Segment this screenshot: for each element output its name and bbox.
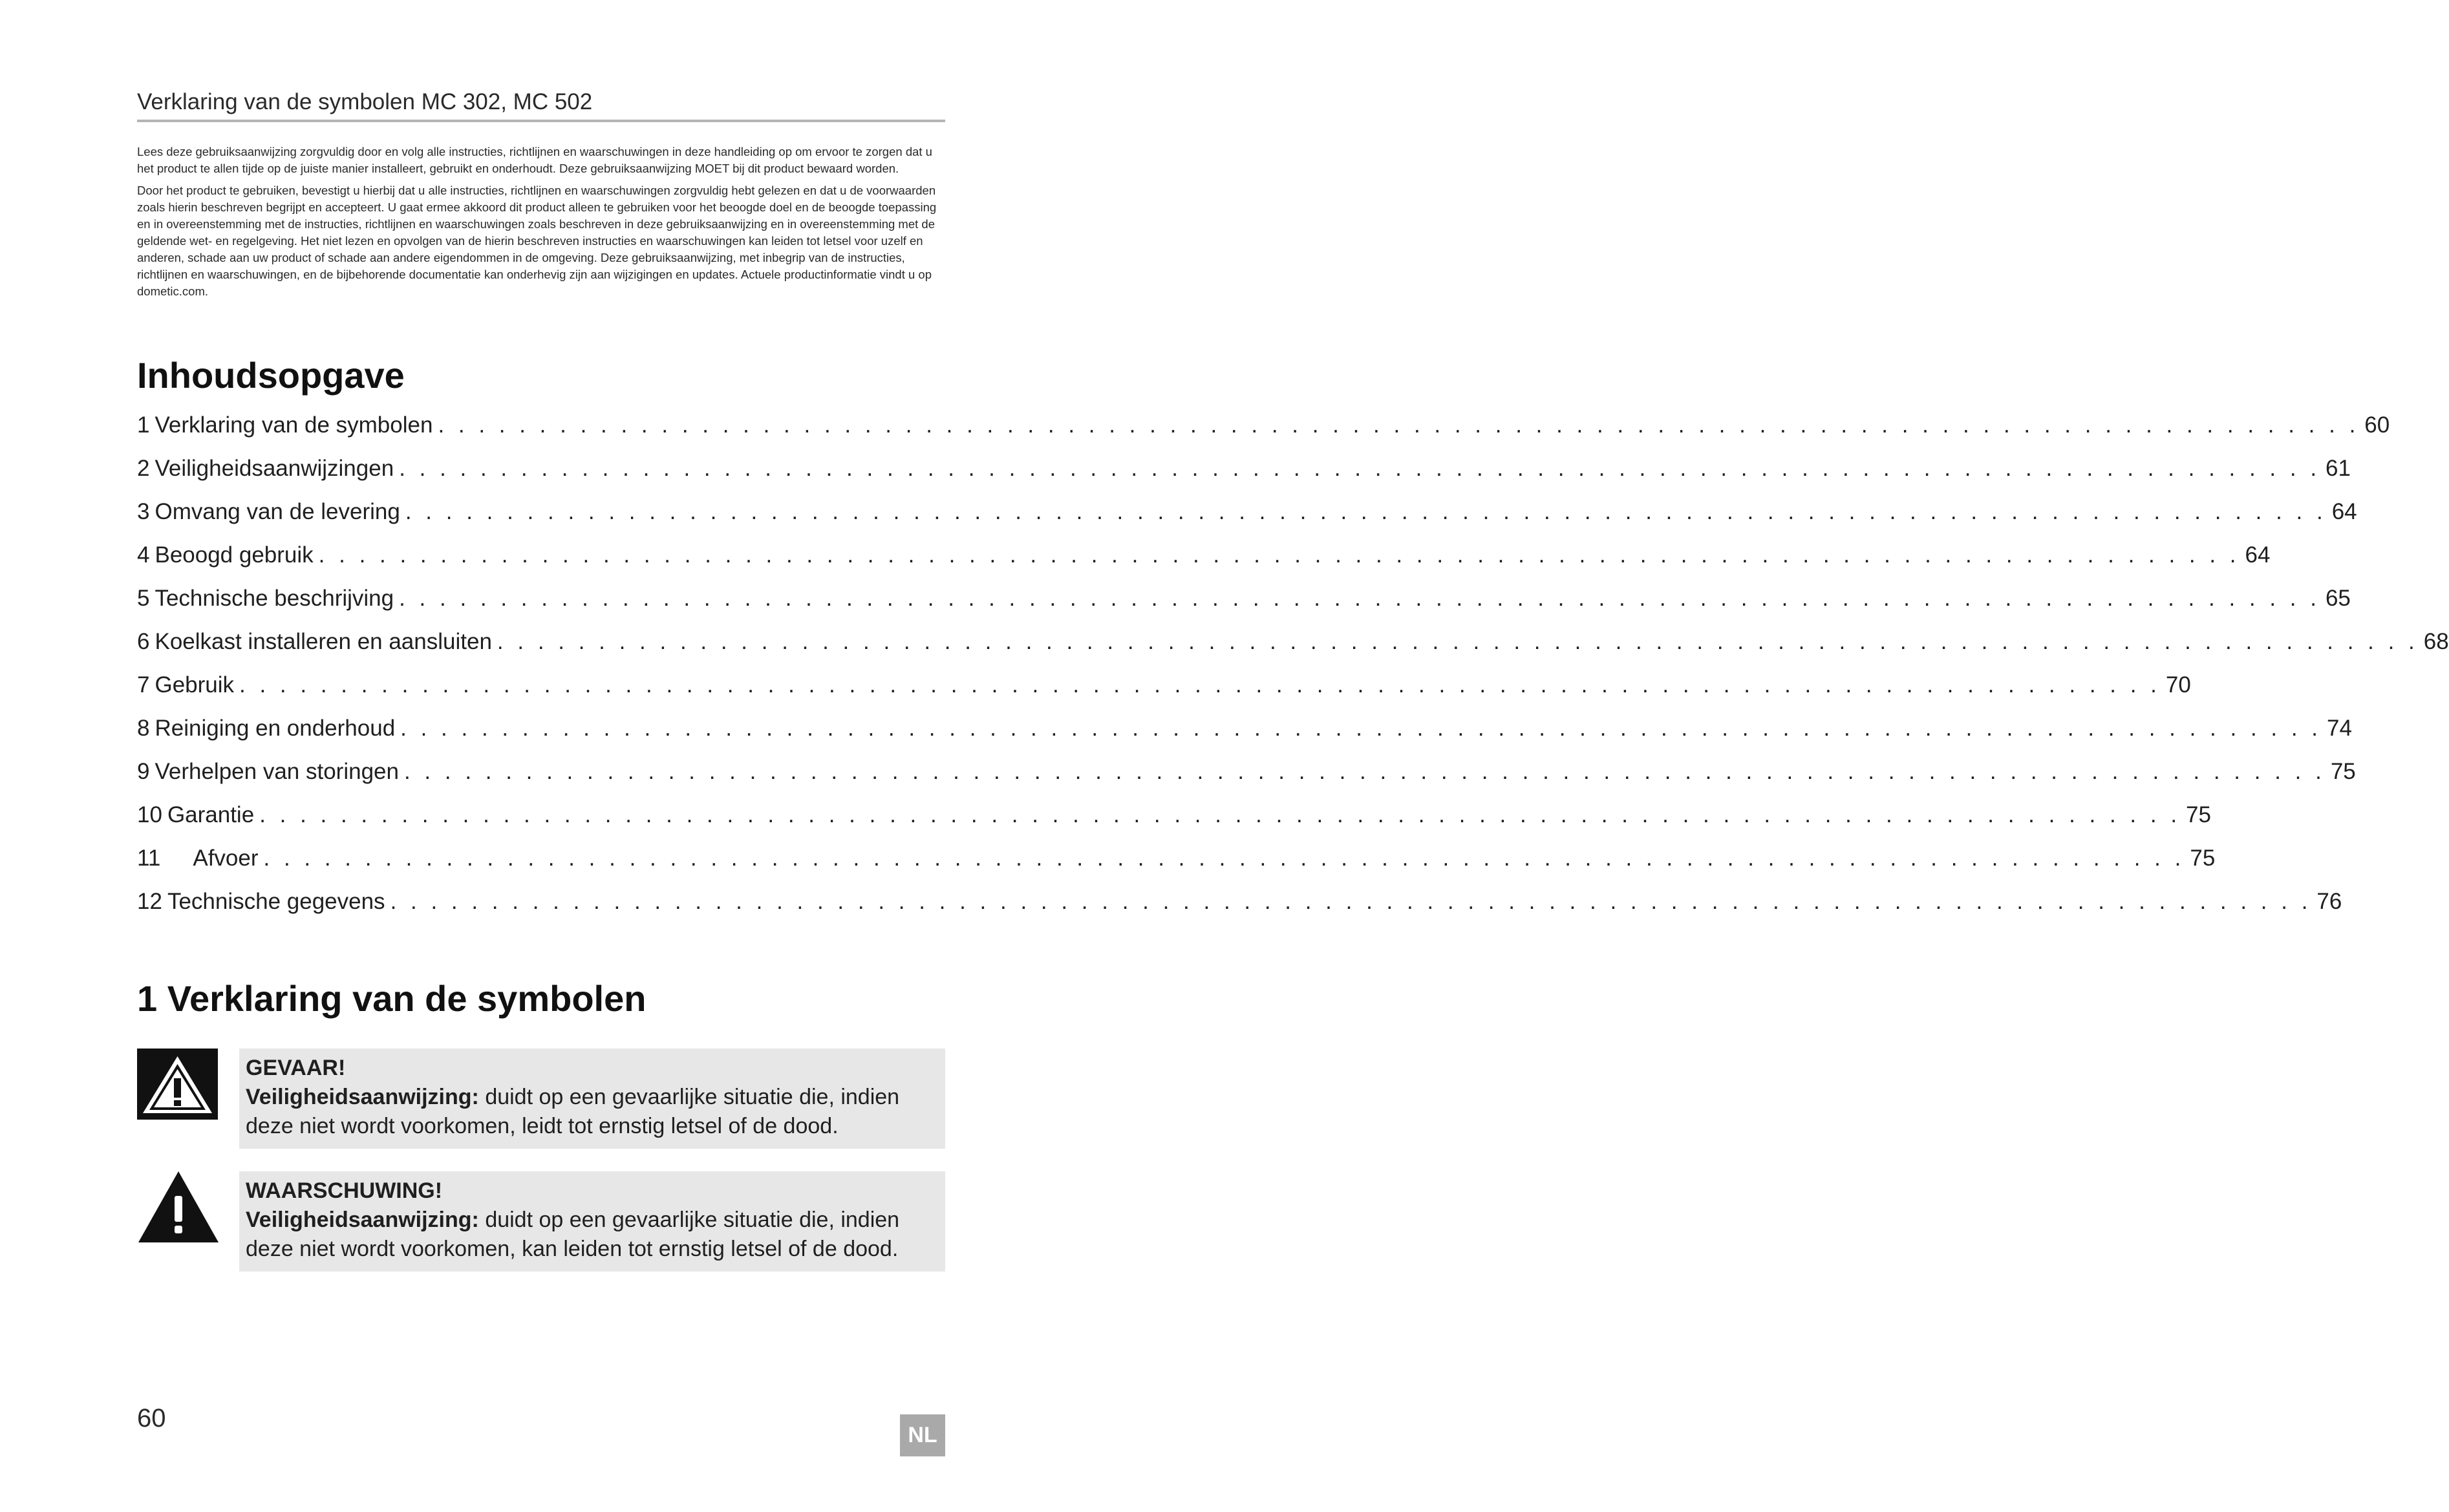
warning-notice [239,1171,945,1272]
toc-entry-title: Technische gegevens [167,889,385,914]
toc-entry-number: 10 [137,802,162,827]
toc-entry-title: Garantie [167,802,255,827]
toc-entry-number: 11 [137,846,161,871]
toc-entry-page: 64 [2331,499,2357,524]
toc-entry[interactable] [137,716,2352,748]
toc-leader-dots: . . . . . . . . . . . . . . . . . . . . . . . . . . . . . . . . . . . . . . . . . . . . . . . . . . . . . . . . . . . . . . . . . . . . . . . . . . . . . . . . . . . . . . . . . . . . . . . [403,759,2326,784]
language-badge: NL [900,1414,945,1456]
toc-entry[interactable] [137,586,2351,618]
toc-leader-dots: . . . . . . . . . . . . . . . . . . . . . . . . . . . . . . . . . . . . . . . . . . . . . . . . . . . . . . . . . . . . . . . . . . . . . . . . . . . . . . . . . . . . . . . . . . . . . . . [405,499,2327,524]
header-divider [137,120,945,122]
toc-heading: Inhoudsopgave [137,355,405,396]
intro-text [137,144,945,305]
toc-entry-title: Reiniging en onderhoud [155,716,396,741]
toc-entry-title: Verklaring van de symbolen [155,412,433,438]
notice-text: duidt op een gevaarlijke situatie die, indien deze niet wordt voorkomen, kan leiden tot ernstig letsel of de dood. [246,1208,900,1261]
toc-leader-dots: . . . . . . . . . . . . . . . . . . . . . . . . . . . . . . . . . . . . . . . . . . . . . . . . . . . . . . . . . . . . . . . . . . . . . . . . . . . . . . . . . . . . . . . . . . . . . . . [263,846,2185,871]
toc-entry-number: 8 [137,716,150,741]
toc-entry-title: Omvang van de levering [155,499,400,524]
toc-entry-number: 4 [137,542,150,568]
toc-entry-title: Beoogd gebruik [155,542,314,568]
toc-entry[interactable] [137,542,2271,575]
toc-entry-page: 75 [2330,759,2356,784]
toc-entry-page: 61 [2326,456,2351,481]
danger-notice [239,1049,945,1149]
toc-entry-page: 65 [2325,586,2351,611]
running-header-title: Verklaring van de symbolen MC 302, MC 502 [137,89,593,114]
notice-label: WAARSCHUWING! [246,1178,443,1203]
toc-entry-page: 75 [2186,802,2211,827]
toc-entry-page: 76 [2316,889,2342,914]
toc-entry[interactable] [137,412,2390,445]
toc-entry-title: Gebruik [155,672,235,697]
toc-entry-number: 5 [137,586,150,611]
toc-entry[interactable] [137,672,2191,705]
toc-entry[interactable] [137,846,2216,878]
page-number: 60 [137,1404,166,1432]
toc-entry-title: Koelkast installeren en aansluiten [155,629,492,654]
toc-entry-number: 3 [137,499,150,524]
toc-leader-dots: . . . . . . . . . . . . . . . . . . . . . . . . . . . . . . . . . . . . . . . . . . . . . . . . . . . . . . . . . . . . . . . . . . . . . . . . . . . . . . . . . . . . . . . . . . . . . . . [239,672,2161,697]
toc-entry-number: 6 [137,629,150,654]
toc-leader-dots: . . . . . . . . . . . . . . . . . . . . . . . . . . . . . . . . . . . . . . . . . . . . . . . . . . . . . . . . . . . . . . . . . . . . . . . . . . . . . . . . . . . . . . . . . . . . . . . [438,412,2360,438]
section-heading: 1 Verklaring van de symbolen [137,978,647,1019]
toc-entry[interactable] [137,802,2211,835]
toc-entry-page: 70 [2165,672,2191,697]
toc-entry-page: 74 [2327,716,2352,741]
toc-entry-page: 64 [2245,542,2271,568]
toc-entry-number: 7 [137,672,150,697]
toc-entry-number: 9 [137,759,150,784]
intro-paragraph: Door het product te gebruiken, bevestigt u hierbij dat u alle instructies, richtlijnen en waarschuwingen zorgvuldig hebt gelezen en dat u de voorwaarden zoals hierin beschreven begrijpt en accepteert. U gaat ermee akkoord dit product alleen te gebruiken voor het beoogde doel en de beoogde toepassing en in overeenstemming met de instructies, richtlijnen en waarschuwingen zoals beschreven in deze gebruiksaanwijzing en in overeenstemming met de geldende wet- en regelgeving. Het niet lezen en opvolgen van de hierin beschreven instructies en waarschuwingen kan leiden tot letsel voor uzelf en anderen, schade aan uw product of schade aan andere eigendommen in de omgeving. Deze gebruiksaanwijzing, met inbegrip van de instructies, richtlijnen en waarschuwingen, en de bijbehorende documentatie kan onderhevig zijn aan wijzigingen en updates. Actuele productinformatie vindt u op dometic.com. [137,184,937,298]
toc-entry[interactable] [137,889,2342,921]
toc-entry[interactable] [137,499,2357,531]
toc-leader-dots: . . . . . . . . . . . . . . . . . . . . . . . . . . . . . . . . . . . . . . . . . . . . . . . . . . . . . . . . . . . . . . . . . . . . . . . . . . . . . . . . . . . . . . . . . . . . . . . [390,889,2312,914]
toc-entry-title: Technische beschrijving [155,586,394,611]
toc-entry-title: Afvoer [193,846,259,871]
toc-entry-number: 12 [137,889,162,914]
notice-keyword: Veiligheidsaanwijzing: [246,1085,479,1109]
toc-entry-page: 60 [2364,412,2390,438]
toc-leader-dots: . . . . . . . . . . . . . . . . . . . . . . . . . . . . . . . . . . . . . . . . . . . . . . . . . . . . . . . . . . . . . . . . . . . . . . . . . . . . . . . . . . . . . . . . . . . . . . . [318,542,2240,568]
toc-leader-dots: . . . . . . . . . . . . . . . . . . . . . . . . . . . . . . . . . . . . . . . . . . . . . . . . . . . . . . . . . . . . . . . . . . . . . . . . . . . . . . . . . . . . . . . . . . . . . . . [400,716,2322,741]
toc-entry-number: 2 [137,456,150,481]
toc-leader-dots: . . . . . . . . . . . . . . . . . . . . . . . . . . . . . . . . . . . . . . . . . . . . . . . . . . . . . . . . . . . . . . . . . . . . . . . . . . . . . . . . . . . . . . . . . . . . . . . [259,802,2181,827]
toc-entry-page: 75 [2190,846,2216,871]
toc-entry[interactable] [137,456,2351,488]
notice-text: duidt op een gevaarlijke situatie die, indien deze niet wordt voorkomen, leidt tot ernstig letsel of de dood. [246,1085,900,1138]
notice-keyword: Veiligheidsaanwijzing: [246,1208,479,1232]
toc-leader-dots: . . . . . . . . . . . . . . . . . . . . . . . . . . . . . . . . . . . . . . . . . . . . . . . . . . . . . . . . . . . . . . . . . . . . . . . . . . . . . . . . . . . . . . . . . . . . . . . [497,629,2419,654]
intro-paragraph: Lees deze gebruiksaanwijzing zorgvuldig door en volg alle instructies, richtlijnen en waarschuwingen in deze handleiding op om ervoor te zorgen dat u het product te allen tijde op de juiste manier installeert, gebruikt en onderhoudt. Deze gebruiksaanwijzing MOET bij dit product bewaard worden. [137,145,932,175]
notice-label: GEVAAR! [246,1056,346,1080]
warning-triangle-icon [137,1170,218,1244]
toc-leader-dots: . . . . . . . . . . . . . . . . . . . . . . . . . . . . . . . . . . . . . . . . . . . . . . . . . . . . . . . . . . . . . . . . . . . . . . . . . . . . . . . . . . . . . . . . . . . . . . . [399,456,2321,481]
toc-entry-title: Veiligheidsaanwijzingen [155,456,394,481]
toc-entry-page: 68 [2423,629,2449,654]
toc-entry-number: 1 [137,412,150,438]
toc-entry[interactable] [137,759,2356,791]
toc-leader-dots: . . . . . . . . . . . . . . . . . . . . . . . . . . . . . . . . . . . . . . . . . . . . . . . . . . . . . . . . . . . . . . . . . . . . . . . . . . . . . . . . . . . . . . . . . . . . . . . [399,586,2320,611]
danger-warning-sign-icon [137,1049,218,1120]
toc-entry[interactable] [137,629,2449,661]
toc-entry-title: Verhelpen van storingen [155,759,399,784]
